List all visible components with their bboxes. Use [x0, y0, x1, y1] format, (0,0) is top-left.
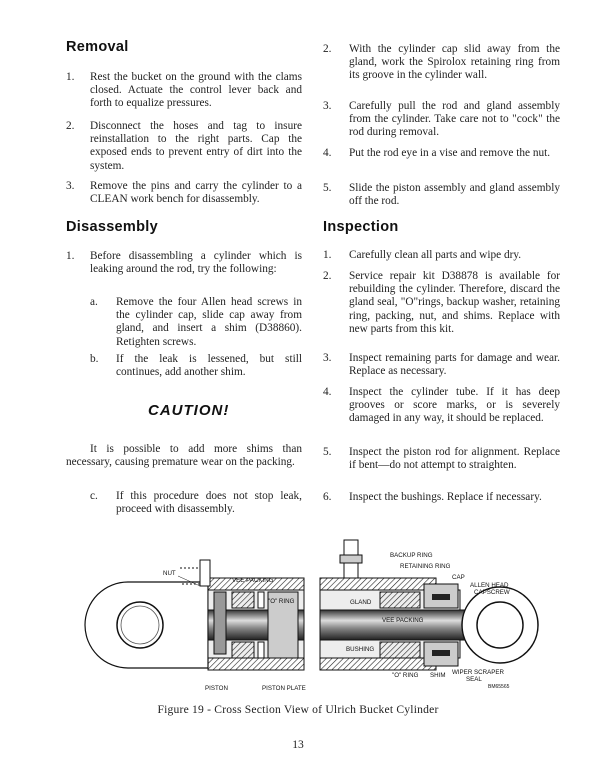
- label-shim: SHIM: [430, 672, 446, 679]
- label-piston-plate: PISTON PLATE: [262, 685, 306, 692]
- disassembly-heading: Disassembly: [66, 219, 158, 235]
- page-number: 13: [292, 738, 304, 751]
- left-rod-eye: [85, 582, 208, 668]
- inspection-step-6: 6. Inspect the bushings. Replace if necessary.: [323, 491, 542, 503]
- right-rod-eye: [462, 587, 538, 663]
- removal-step-3: 3. Remove the pins and carry the cylinder to a CLEAN work bench for disassembly.: [66, 180, 302, 206]
- disassembly-step-b: b. If the leak is lessened, but still continues, add another shim.: [90, 353, 302, 379]
- right-cylinder-body: [320, 540, 470, 670]
- removal-step-1: 1. Rest the bucket on the ground with the clams closed. Actuate the control lever back and forth to equalize pressures.: [66, 71, 302, 110]
- caution-text: It is possible to add more shims than necessary, causing premature wear on the packing.: [66, 443, 302, 469]
- label-allen-head: ALLEN HEAD: [470, 582, 509, 589]
- inspection-heading: Inspection: [323, 219, 399, 235]
- inspection-step-1: 1. Carefully clean all parts and wipe dry.: [323, 249, 522, 261]
- label-capscrew: CAPSCREW: [474, 589, 510, 596]
- label-cap: CAP: [452, 574, 465, 581]
- removal-step-5-cont: 5. Slide the piston assembly and gland assembly off the rod.: [323, 182, 560, 208]
- caution-heading: CAUTION!: [148, 402, 230, 419]
- inspection-step-5: 5. Inspect the piston rod for alignment. Replace if bent—do not attempt to straighten.: [323, 446, 560, 472]
- label-vee-packing-left: VEE PACKING: [232, 577, 274, 584]
- disassembly-step-c: c. If this procedure does not stop leak, proceed with disassembly.: [90, 490, 302, 516]
- label-gland: GLAND: [350, 599, 372, 606]
- label-bushing: BUSHING: [346, 646, 375, 653]
- label-backup-ring: BACKUP RING: [390, 552, 433, 559]
- label-ref: BM65565: [488, 684, 510, 690]
- figure-caption: Figure 19 - Cross Section View of Ulrich Bucket Cylinder: [157, 703, 439, 716]
- label-piston: PISTON: [205, 685, 228, 692]
- label-nut: NUT: [163, 570, 176, 577]
- disassembly-step-1: 1. Before disassembling a cylinder which is leaking around the rod, try the following:: [66, 250, 302, 276]
- disassembly-step-a: a. Remove the four Allen head screws in the cylinder cap, slide cap away from gland, and insert a shim (D38860). Retighten screws.: [90, 296, 302, 348]
- label-o-ring-right: "O" RING: [392, 672, 419, 679]
- label-o-ring-left: "O" RING: [268, 598, 295, 605]
- removal-heading: Removal: [66, 39, 129, 55]
- label-wiper: WIPER SCRAPER: [452, 669, 504, 676]
- inspection-step-3: 3. Inspect remaining parts for damage and wear. Replace as necessary.: [323, 352, 560, 378]
- inspection-step-4: 4. Inspect the cylinder tube. If it has deep grooves or score marks, or is severely damaged in any way, it should be replaced.: [323, 386, 560, 425]
- removal-step-3-cont: 3. Carefully pull the rod and gland assembly from the cylinder. Take care not to "cock" the rod during removal.: [323, 100, 560, 139]
- label-seal: SEAL: [466, 676, 482, 683]
- removal-step-2-cont: 2. With the cylinder cap slid away from the gland, work the Spirolox retaining ring from its groove in the cylinder wall.: [323, 43, 560, 82]
- removal-step-4-cont: 4. Put the rod eye in a vise and remove the nut.: [323, 147, 551, 159]
- removal-step-2: 2. Disconnect the hoses and tag to insure reinstallation to the right parts. Cap the exposed ends to prevent entry of dirt into the system.: [66, 120, 302, 172]
- label-vee-packing-right: VEE PACKING: [382, 617, 424, 624]
- inspection-step-2: 2. Service repair kit D38878 is available for rebuilding the cylinder. Therefore, discard the gland seal, "O"rings, backup washer, retaining ring, packing, nut, and shims. Replace with new parts from this kit.: [323, 270, 560, 335]
- label-retaining-ring: RETAINING RING: [400, 563, 451, 570]
